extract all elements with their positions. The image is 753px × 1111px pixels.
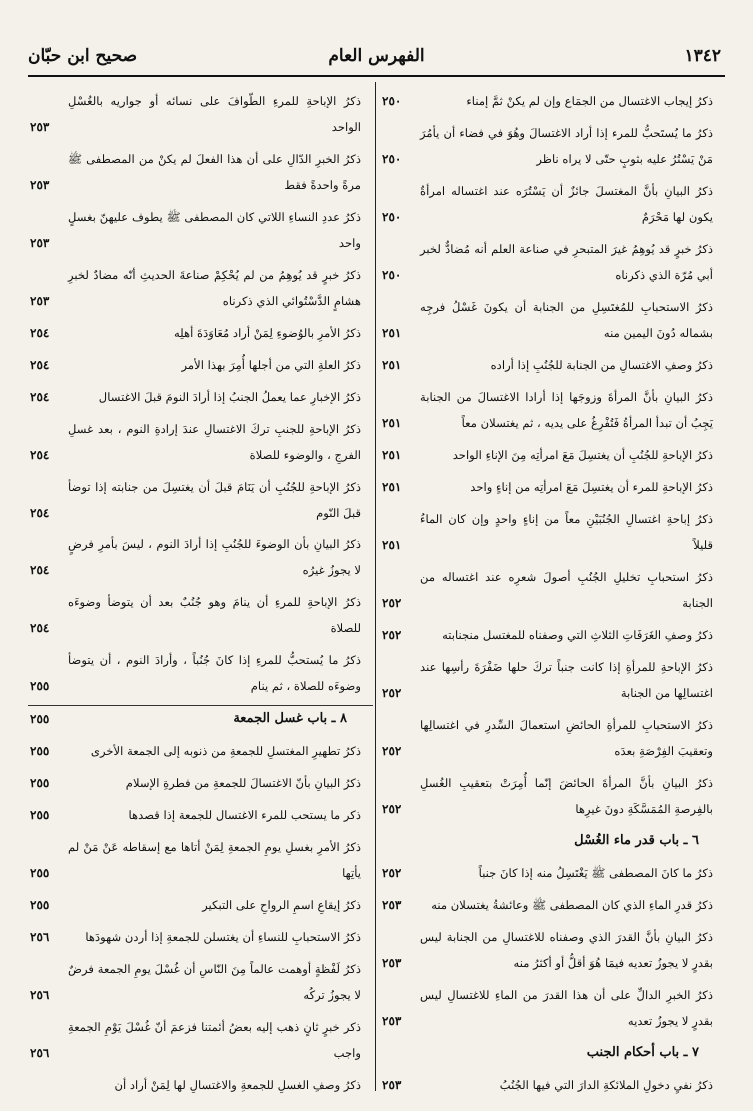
index-entry [380, 384, 725, 436]
entry-text: ذكرُ الإباحةِ للمرءِ أن ينامَ وهو جُنُبٌ بعد أن يتوضأ وضوءَه للصلاة [68, 595, 361, 636]
entry-text: ذكرُ الخبرِ الدالِّ على أن هذا القدرَ من الماءِ للاغتسالِ ليس بقدرٍ لا يجوزُ تعديه [420, 988, 713, 1028]
entry-page-number: ٢٥٣ [30, 293, 50, 308]
entry-text: ذكرُ البيانِ بأنَّ المرأةَ الحائضَ إنّما أُمِرَتْ بتعقيبِ الغُسلِ بالفِرصةِ المُمَسَّكَةِ دونَ غيرِها [420, 776, 713, 816]
entry-text: ذكرُ ما يُستَحبُّ للمرء إذا أراد الاغتسالَ وهُوَ في فضاء أن يأمُرَ مَنْ يَسْتُرُ عليه بثوبٍ حتّى لا يراه ناظر [420, 126, 713, 166]
entry-page-number: ٢٥٤ [30, 357, 50, 372]
entry-page-number: ٢٥١ [382, 448, 402, 462]
page-title: الفهرس العام [328, 46, 425, 66]
index-entry [28, 531, 373, 583]
entry-page-number: ٢٥٣ [382, 1078, 402, 1092]
entry-text: ذكر ما يستحب للمرء الاغتسال للجمعة إذا قصدها [128, 808, 361, 823]
entry-page-number: ٢٥٦ [30, 929, 50, 944]
entry-text: ذكرُ البيانِ بأنَّ المرأةَ وزوجَها إذا أرادا الاغتسالَ من الجنابة يَجِبُ أن تبدأ المرأةُ فَتُفْرِغُ على يديه ، ثم يغتسلان معاً [420, 390, 713, 430]
entry-page-number: ٢٥٤ [30, 621, 50, 636]
header-rule [28, 75, 725, 77]
index-entry [28, 320, 373, 346]
entry-page-number: ٢٥٦ [30, 987, 50, 1002]
entry-page-number: ٢٥٤ [30, 389, 50, 404]
entry-page-number: ٢٥٠ [382, 210, 402, 224]
entry-text: ٨ ـ باب غسل الجمعة [233, 711, 347, 727]
entry-text: ذكرُ تطهيرِ المغتسلِ للجمعةِ من ذنوبه إلى الجمعة الأخرى [90, 744, 361, 759]
entry-page-number: ٢٥٥ [30, 866, 50, 880]
entry-page-number: ٢٥٥ [30, 744, 50, 759]
index-entry [380, 982, 725, 1034]
index-entry [28, 474, 373, 526]
entry-page-number: ٢٥١ [382, 480, 402, 494]
index-entry [380, 236, 725, 288]
entry-text: ذكرُ خبرٍ قد يُوهِمُ من لم يُحْكِمْ صناعةَ الحديثِ أنّه مضادٌ لخبرِ هشامٍ الدَّسْتُوائي الذي ذكرناه [68, 267, 361, 308]
entry-text: ذكرُ الإباحةِ للجنبِ تركَ الاغتسالِ عندَ إرادةِ النوم ، بعد غسلِ الفرجِ ، والوضوء للصلاة [68, 421, 361, 462]
entry-page-number: ٢٥١ [382, 358, 402, 372]
entry-text: ذكرُ ما كانَ المصطفى ﷺ يَغْتَسِلُ منه إذا كانَ جنباً [478, 866, 713, 880]
entry-text: ٧ ـ باب أحكام الجنب [586, 1045, 699, 1060]
entry-page-number: ٢٥٣ [30, 120, 50, 134]
entry-text: ذكرُ وصفِ الاغتسالِ من الجنابة للجُنُبِ إذا أراده [490, 358, 713, 372]
index-entry [380, 352, 725, 378]
entry-page-number: ٢٥٢ [382, 596, 402, 610]
entry-text: ذكرُ إيقاعِ اسمِ الرواحِ على التبكير [202, 897, 361, 912]
entry-page-number: ٢٥٥ [30, 679, 50, 694]
index-entry [380, 294, 725, 346]
entry-text: ذكرُ الاستحبابِ للنساءِ أن يغتسلن للجمعةِ إذا أردن شهودَها [85, 929, 361, 944]
entry-page-number: ٢٥٣ [382, 956, 402, 970]
entry-text: ذكرُ نفيِ دخولِ الملائكةِ الدارَ التي فيها الجُنُبُ [499, 1078, 713, 1092]
index-entry [28, 924, 373, 950]
index-entry [380, 1072, 725, 1098]
index-entry [380, 622, 725, 648]
chapter-heading [28, 705, 373, 732]
index-entry [28, 892, 373, 918]
index-entry [380, 564, 725, 616]
entry-page-number: ٢٥٣ [30, 235, 50, 250]
index-entry [380, 860, 725, 886]
entry-page-number: ٢٥٢ [382, 628, 402, 642]
entry-text: ذكرُ البيانِ بأن الوضوءَ للجُنُبِ إذا أرادَ النوم ، ليسَ بأمرِ فرضٍ لا يجوزُ غيرُه [68, 537, 361, 578]
page-header [28, 46, 725, 72]
index-entry [380, 88, 725, 114]
entry-page-number: ٢٥٢ [382, 744, 402, 758]
index-entry [380, 442, 725, 468]
index-entry [380, 892, 725, 918]
entry-page-number: ٢٥٣ [382, 898, 402, 912]
index-entry [380, 178, 725, 230]
page-number: ١٣٤٢ [684, 46, 721, 66]
entry-page-number: ٢٥٤ [30, 325, 50, 340]
entry-text: ذكرُ الاستحبابِ للمُغتَسِلِ من الجنابة أن يكونَ غَسْلُ فرجِه بشماله دُونَ اليمين منه [420, 300, 713, 340]
entry-text: ذكرُ عددِ النساءِ اللاتي كان المصطفى ﷺ يطوف عليهنّ بغسلٍ واحد [68, 209, 361, 250]
entry-text: ذكرُ وصفِ الغَرَفَاتِ الثلاثِ التي وصفناه للمغتسل منجنابته [442, 628, 713, 642]
entry-text: ذكرُ استحبابِ تخليلِ الجُنُبِ أصولَ شعرِه عند اغتساله من الجنابة [420, 570, 713, 610]
index-entry [380, 924, 725, 976]
entry-page-number: ٢٥٣ [30, 177, 50, 192]
entry-page-number: ٢٥٥ [30, 712, 50, 727]
entry-text: ذكرُ ما يُستحبُّ للمرءِ إذا كانَ جُنُباً ، وأرادَ النوم ، أن يتوضأ وضوءَه للصلاة ، ثم ينام [68, 653, 361, 694]
entry-text: ذكرُ الإباحةِ للجُنُبِ أن يَنَامَ قبلَ أن يغتسِلَ من جنابته إذا توضأ قبلَ النّوم [68, 479, 361, 520]
entry-text: ذكرُ إباحةِ اغتسالِ الجُنُبَيْنِ معاً من إناءٍ واحدٍ وإن كان الماءُ قليلاً [420, 512, 713, 552]
index-entry [28, 802, 373, 828]
entry-text: ذكرُ البيانِ بأنَّ القدرَ الذي وصفناه للاغتسالِ من الجنابة ليس بقدرٍ لا يجوزُ تعديه فيمَا هُوَ أقلُّ أو أكثرُ منه [420, 930, 713, 970]
entry-text: ذكرُ البيانِ بأنّ الاغتسالَ للجمعةِ من فطرةِ الإسلام [125, 776, 361, 791]
entry-text: ذكر خبرٍ ثانٍ ذهب إليه بعضُ أئمتنا فزعمَ أنّ غُسْلَ يَوْمِ الجمعةِ واجب [68, 1019, 361, 1060]
entry-text: ذكرُ الإباحةِ للمرء أن يغتسِلَ مَعَ امرأتِه من إناءٍ واحد [470, 480, 713, 494]
book-title: صحيح ابن حبّان [28, 46, 138, 66]
entry-text: ذكرُ البيانِ بأنَّ المغتسلَ جائزٌ أن يَسْتُرَه عند اغتساله امرأةٌ يكون لها مَحْرَمٌ [420, 184, 713, 224]
index-entry [28, 384, 373, 410]
entry-text: ذكرُ قدرِ الماءِ الذي كان المصطفى ﷺ وعائشةُ يغتسلان منه [431, 898, 713, 912]
index-entry [28, 352, 373, 378]
entry-page-number: ٢٥١ [382, 416, 402, 430]
entry-page-number: ٢٥٥ [30, 897, 50, 912]
index-entry [380, 120, 725, 172]
entry-page-number: ٢٥٣ [382, 1014, 402, 1028]
entry-page-number: ٢٥٠ [382, 152, 402, 166]
index-entry [28, 770, 373, 796]
index-entry [28, 834, 373, 886]
index-entry [28, 88, 373, 140]
index-entry [380, 770, 725, 822]
entry-page-number: ٢٥٠ [382, 268, 402, 282]
entry-page-number: ٢٥٦ [30, 1045, 50, 1060]
index-entry [380, 654, 725, 706]
entry-text: ذكرُ الخبرِ الدّالِ على أن هذا الفعلَ لم يكنْ من المصطفى ﷺ مرةً واحدةً فقط [68, 151, 361, 192]
index-entry [28, 647, 373, 699]
entry-text: ذكرُ الإخبارِ عما يعملُ الجنبُ إذا أرادَ النومَ قبلَ الاغتسال [98, 389, 361, 404]
entry-page-number: ٢٥١ [382, 326, 402, 340]
entry-text: ذكرُ الأمرِ بغسلِ يومِ الجمعةِ لِمَنْ أتاها مع إسقاطه عَنْ مَنْ لم يأتِها [68, 840, 361, 880]
entry-text: ذكرُ الإباحةِ للمرأةِ إذا كانت جنباً تركَ حلها ضَفْرَةَ رأسِها عند اغتسالِها من الجنابة [420, 660, 713, 700]
index-entry [28, 416, 373, 468]
entry-page-number: ٢٥٥ [30, 776, 50, 791]
chapter-heading [380, 828, 725, 854]
index-entry [28, 738, 373, 764]
entry-text: ذكرُ العلةِ التي من أجلها أُمِرَ بهذا الأمر [181, 357, 361, 372]
entry-text: ذكرُ إيجاب الاغتسال من الجمَاع وإن لم يكنْ ثمَّ إمناء [466, 94, 713, 108]
index-entry [28, 204, 373, 256]
left-column [28, 88, 373, 1098]
index-entry [28, 146, 373, 198]
entry-page-number: ٢٥٤ [30, 447, 50, 462]
index-entry [380, 506, 725, 558]
entry-text: ذكرُ الاستحبابِ للمرأةِ الحائضِ استعمالَ السِّدرِ في اغتسالِها وتعقيبَ الفِرْصَةِ بعدَه [420, 718, 713, 758]
entry-page-number: ٢٥٢ [382, 686, 402, 700]
entry-page-number: ٢٥٢ [382, 866, 402, 880]
chapter-heading [380, 1040, 725, 1066]
entry-text: ٦ ـ باب قدر ماء الغُسْل [574, 833, 699, 848]
entry-page-number: ٢٥٠ [382, 94, 402, 108]
entry-text: ذكرُ الإباحةِ للجُنُبِ أن يغتسِلَ مَعَ امرأتِه مِنَ الإناءِ الواحد [452, 448, 713, 462]
index-entry [28, 1072, 373, 1098]
entry-page-number: ٢٥٤ [30, 563, 50, 578]
entry-text: ذكرُ وصفِ الغسلِ للجمعةِ والاغتسالِ لها لِمَنْ أراد أن [114, 1077, 361, 1092]
index-entry [28, 1014, 373, 1066]
entry-page-number: ٢٥١ [382, 538, 402, 552]
index-entry [380, 712, 725, 764]
entry-page-number: ٢٥٢ [382, 802, 402, 816]
index-entry [28, 589, 373, 641]
right-column [380, 88, 725, 1098]
entry-text: ذكرُ لَفْظةٍ أوهمت عالماً مِنَ النّاسِ أن غُسْلَ يومِ الجمعة فرضٌ لا يجوزُ تركُه [68, 961, 361, 1002]
entry-text: ذكرُ خبرٍ قد يُوهِمُ غيرَ المتبحرِ في صناعة العلم أنه مُضادٌّ لخبر أبي مُرّة الذي ذكرناه [420, 242, 713, 282]
index-entry [380, 474, 725, 500]
entry-text: ذكرُ الأمرِ بالوُضوءِ لِمَنْ أراد مُعَاوَدَةَ أهلِه [173, 325, 361, 340]
entry-page-number: ٢٥٤ [30, 505, 50, 520]
entry-page-number: ٢٥٥ [30, 808, 50, 823]
index-entry [28, 956, 373, 1008]
index-entry [28, 262, 373, 314]
entry-text: ذكرُ الإباحةِ للمرءِ الطّوافَ على نسائه أو جواريه بالغُسْلِ الواحد [68, 94, 361, 134]
column-divider [375, 82, 376, 1091]
